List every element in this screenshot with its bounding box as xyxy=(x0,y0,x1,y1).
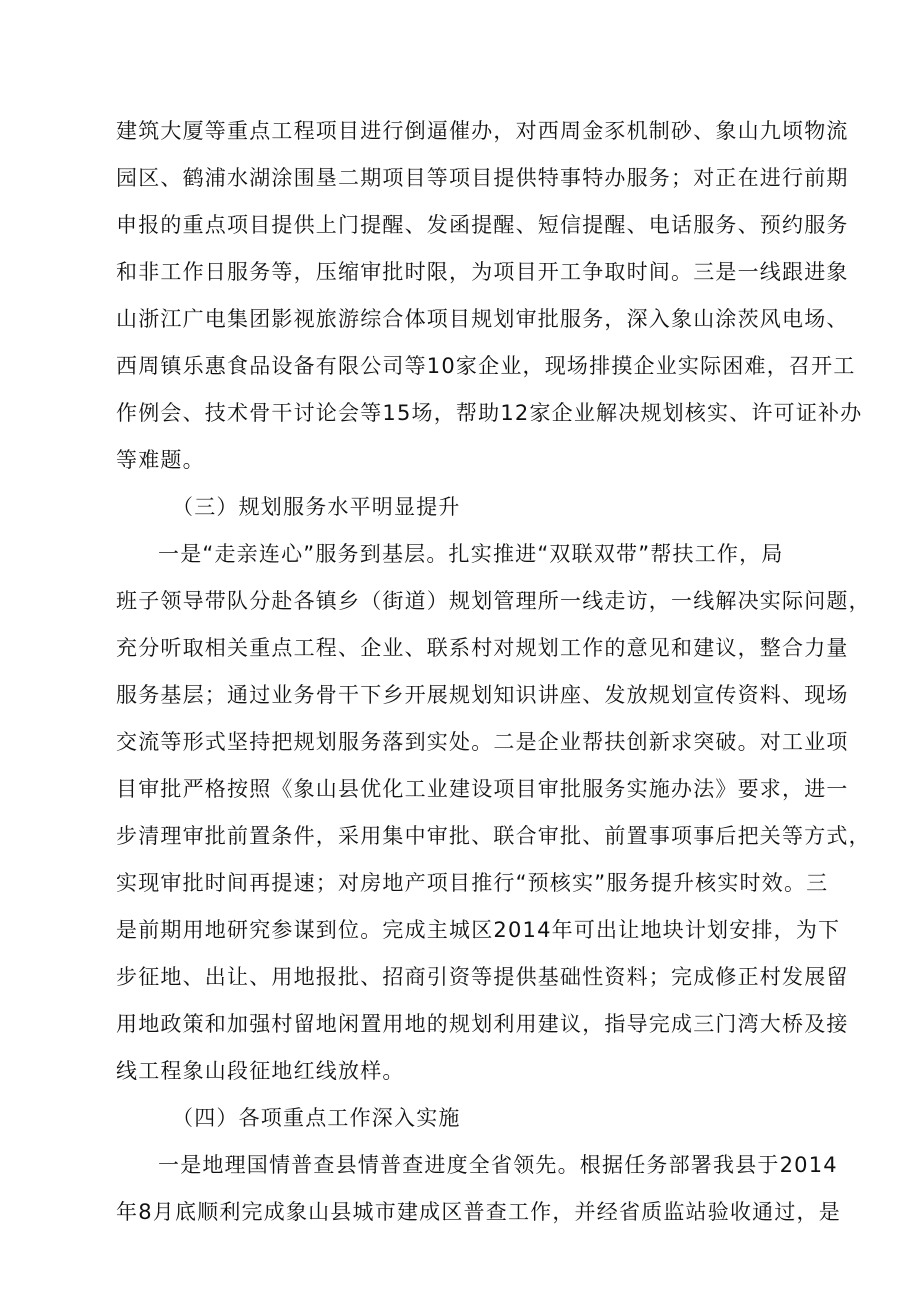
text-line: 作例会、技术骨干讨论会等15场，帮助12家企业解决规划核实、许可证补办 xyxy=(116,401,863,425)
text-line: 充分听取相关重点工程、企业、联系村对规划工作的意见和建议，整合力量 xyxy=(116,636,849,660)
text-line: 园区、鹤浦水湖涂围垦二期项目等项目提供特事特办服务；对正在进行前期 xyxy=(116,166,849,190)
text-line: 山浙江广电集团影视旅游综合体项目规划审批服务，深入象山涂茨风电场、 xyxy=(116,307,849,331)
text-line: 年8月底顺利完成象山县城市建成区普查工作，并经省质监站验收通过，是 xyxy=(116,1200,841,1224)
text-line: 实现审批时间再提速；对房地产项目推行“预核实”服务提升核实时效。三 xyxy=(116,871,829,895)
text-line: 步清理审批前置条件，采用集中审批、联合审批、前置事项事后把关等方式， xyxy=(116,824,871,848)
text-line: 交流等形式坚持把规划服务落到实处。二是企业帮扶创新求突破。对工业项 xyxy=(116,730,849,754)
text-line: 申报的重点项目提供上门提醒、发函提醒、短信提醒、电话服务、预约服务 xyxy=(116,213,849,237)
text-line: 线工程象山段征地红线放样。 xyxy=(116,1059,405,1083)
paragraph-start-line: 一是地理国情普查县情普查进度全省领先。根据任务部署我县于2014 xyxy=(158,1153,838,1177)
text-line: 西周镇乐惠食品设备有限公司等10家企业，现场排摸企业实际困难，召开工 xyxy=(116,354,856,378)
text-line: 和非工作日服务等，压缩审批时限，为项目开工争取时间。三是一线跟进象 xyxy=(116,260,849,284)
text-line: 班子领导带队分赴各镇乡（街道）规划管理所一线走访，一线解决实际问题， xyxy=(116,589,871,613)
text-line: 用地政策和加强村留地闲置用地的规划利用建议，指导完成三门湾大桥及接 xyxy=(116,1012,849,1036)
text-line: 是前期用地研究参谋到位。完成主城区2014年可出让地块计划安排，为下 xyxy=(116,918,841,942)
text-line: 服务基层；通过业务骨干下乡开展规划知识讲座、发放规划宣传资料、现场 xyxy=(116,683,849,707)
text-line: 建筑大厦等重点工程项目进行倒逼催办，对西周金豕机制砂、象山九顷物流 xyxy=(116,119,849,143)
text-line: 等难题。 xyxy=(116,448,205,472)
text-line: 目审批严格按照《象山县优化工业建设项目审批服务实施办法》要求，进一 xyxy=(116,777,849,801)
section-heading: （三）规划服务水平明显提升 xyxy=(172,495,461,519)
paragraph-start-line: 一是“走亲连心”服务到基层。扎实推进“双联双带”帮扶工作，局 xyxy=(158,542,784,566)
section-heading: （四）各项重点工作深入实施 xyxy=(172,1106,461,1130)
text-line: 步征地、出让、用地报批、招商引资等提供基础性资料；完成修正村发展留 xyxy=(116,965,849,989)
